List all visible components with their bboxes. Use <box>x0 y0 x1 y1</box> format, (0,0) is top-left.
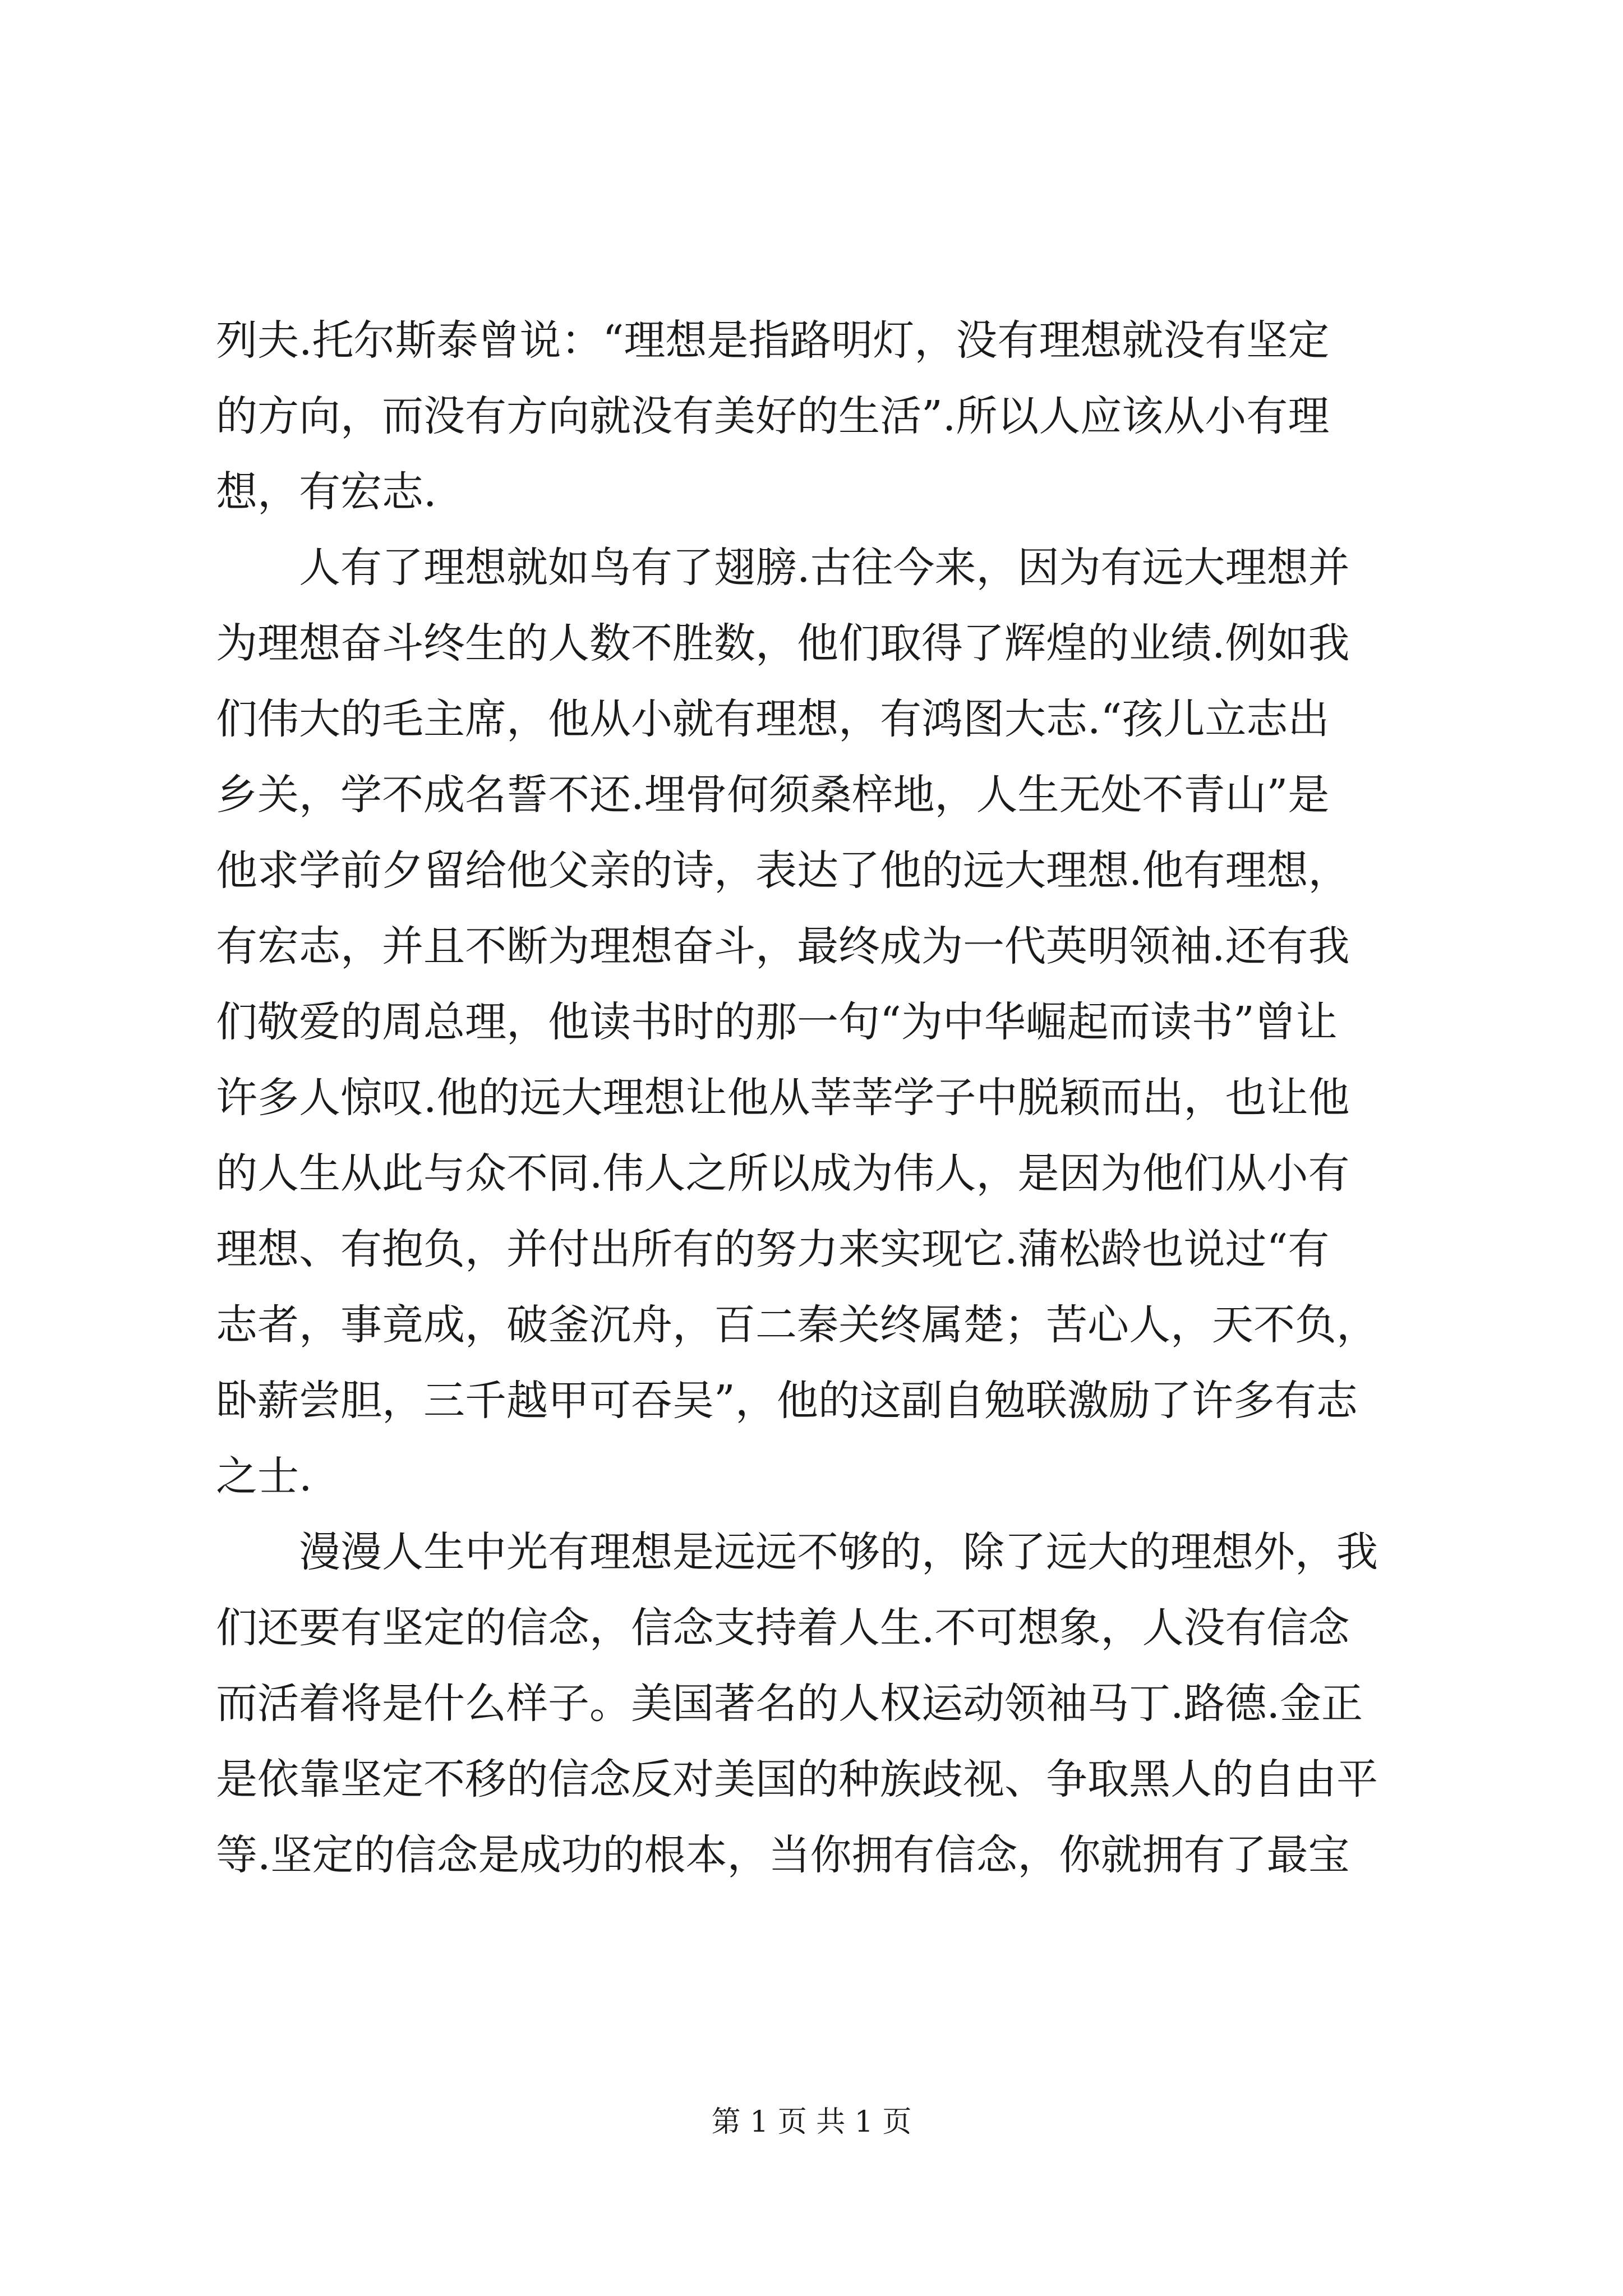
page-number-footer: 第 1 页 共 1 页 <box>711 2105 912 2139</box>
text-line: 为理想奋斗终生的人数不胜数，他们取得了辉煌的业绩.例如我 <box>216 619 1350 668</box>
text-line: 等.坚定的信念是成功的根本，当你拥有信念，你就拥有了最宝 <box>216 1831 1350 1879</box>
text-line: 是依靠坚定不移的信念反对美国的种族歧视、争取黑人的自由平 <box>216 1755 1378 1803</box>
text-line: 许多人惊叹.他的远大理想让他从莘莘学子中脱颖而出，也让他 <box>216 1074 1350 1122</box>
text-line: 理想、有抱负，并付出所有的努力来实现它.蒲松龄也说过“有 <box>216 1225 1330 1273</box>
text-line: 们伟大的毛主席，他从小就有理想，有鸿图大志.“孩儿立志出 <box>216 695 1330 743</box>
text-line: 志者，事竟成，破釜沉舟，百二秦关终属楚；苦心人，天不负， <box>216 1301 1378 1349</box>
text-line: 们敬爱的周总理，他读书时的那一句“为中华崛起而读书”曾让 <box>216 998 1338 1046</box>
body-text <box>216 303 1450 1893</box>
text-line: 漫漫人生中光有理想是远远不够的，除了远大的理想外，我 <box>216 1528 1378 1576</box>
text-line: 卧薪尝胆，三千越甲可吞吴”，他的这副自勉联激励了许多有志 <box>216 1377 1358 1425</box>
text-line: 有宏志，并且不断为理想奋斗，最终成为一代英明领袖.还有我 <box>216 922 1350 970</box>
text-line: 乡关，学不成名誓不还.埋骨何须桑梓地，人生无处不青山”是 <box>216 771 1330 819</box>
text-line: 的人生从此与众不同.伟人之所以成为伟人，是因为他们从小有 <box>216 1149 1350 1198</box>
text-line: 的方向，而没有方向就没有美好的生活”.所以人应该从小有理 <box>216 392 1330 440</box>
text-line: 人有了理想就如鸟有了翅膀.古往今来，因为有远大理想并 <box>216 544 1350 592</box>
text-line: 他求学前夕留给他父亲的诗，表达了他的远大理想.他有理想， <box>216 846 1350 895</box>
text-line: 之士. <box>216 1452 312 1501</box>
text-line: 想，有宏志. <box>216 468 437 516</box>
text-line: 而活着将是什么样子。美国著名的人权运动领袖马丁.路德.金正 <box>216 1680 1363 1728</box>
text-line: 们还要有坚定的信念，信念支持着人生.不可想象，人没有信念 <box>216 1604 1350 1652</box>
text-line: 列夫.托尔斯泰曾说：“理想是指路明灯，没有理想就没有坚定 <box>216 316 1330 365</box>
